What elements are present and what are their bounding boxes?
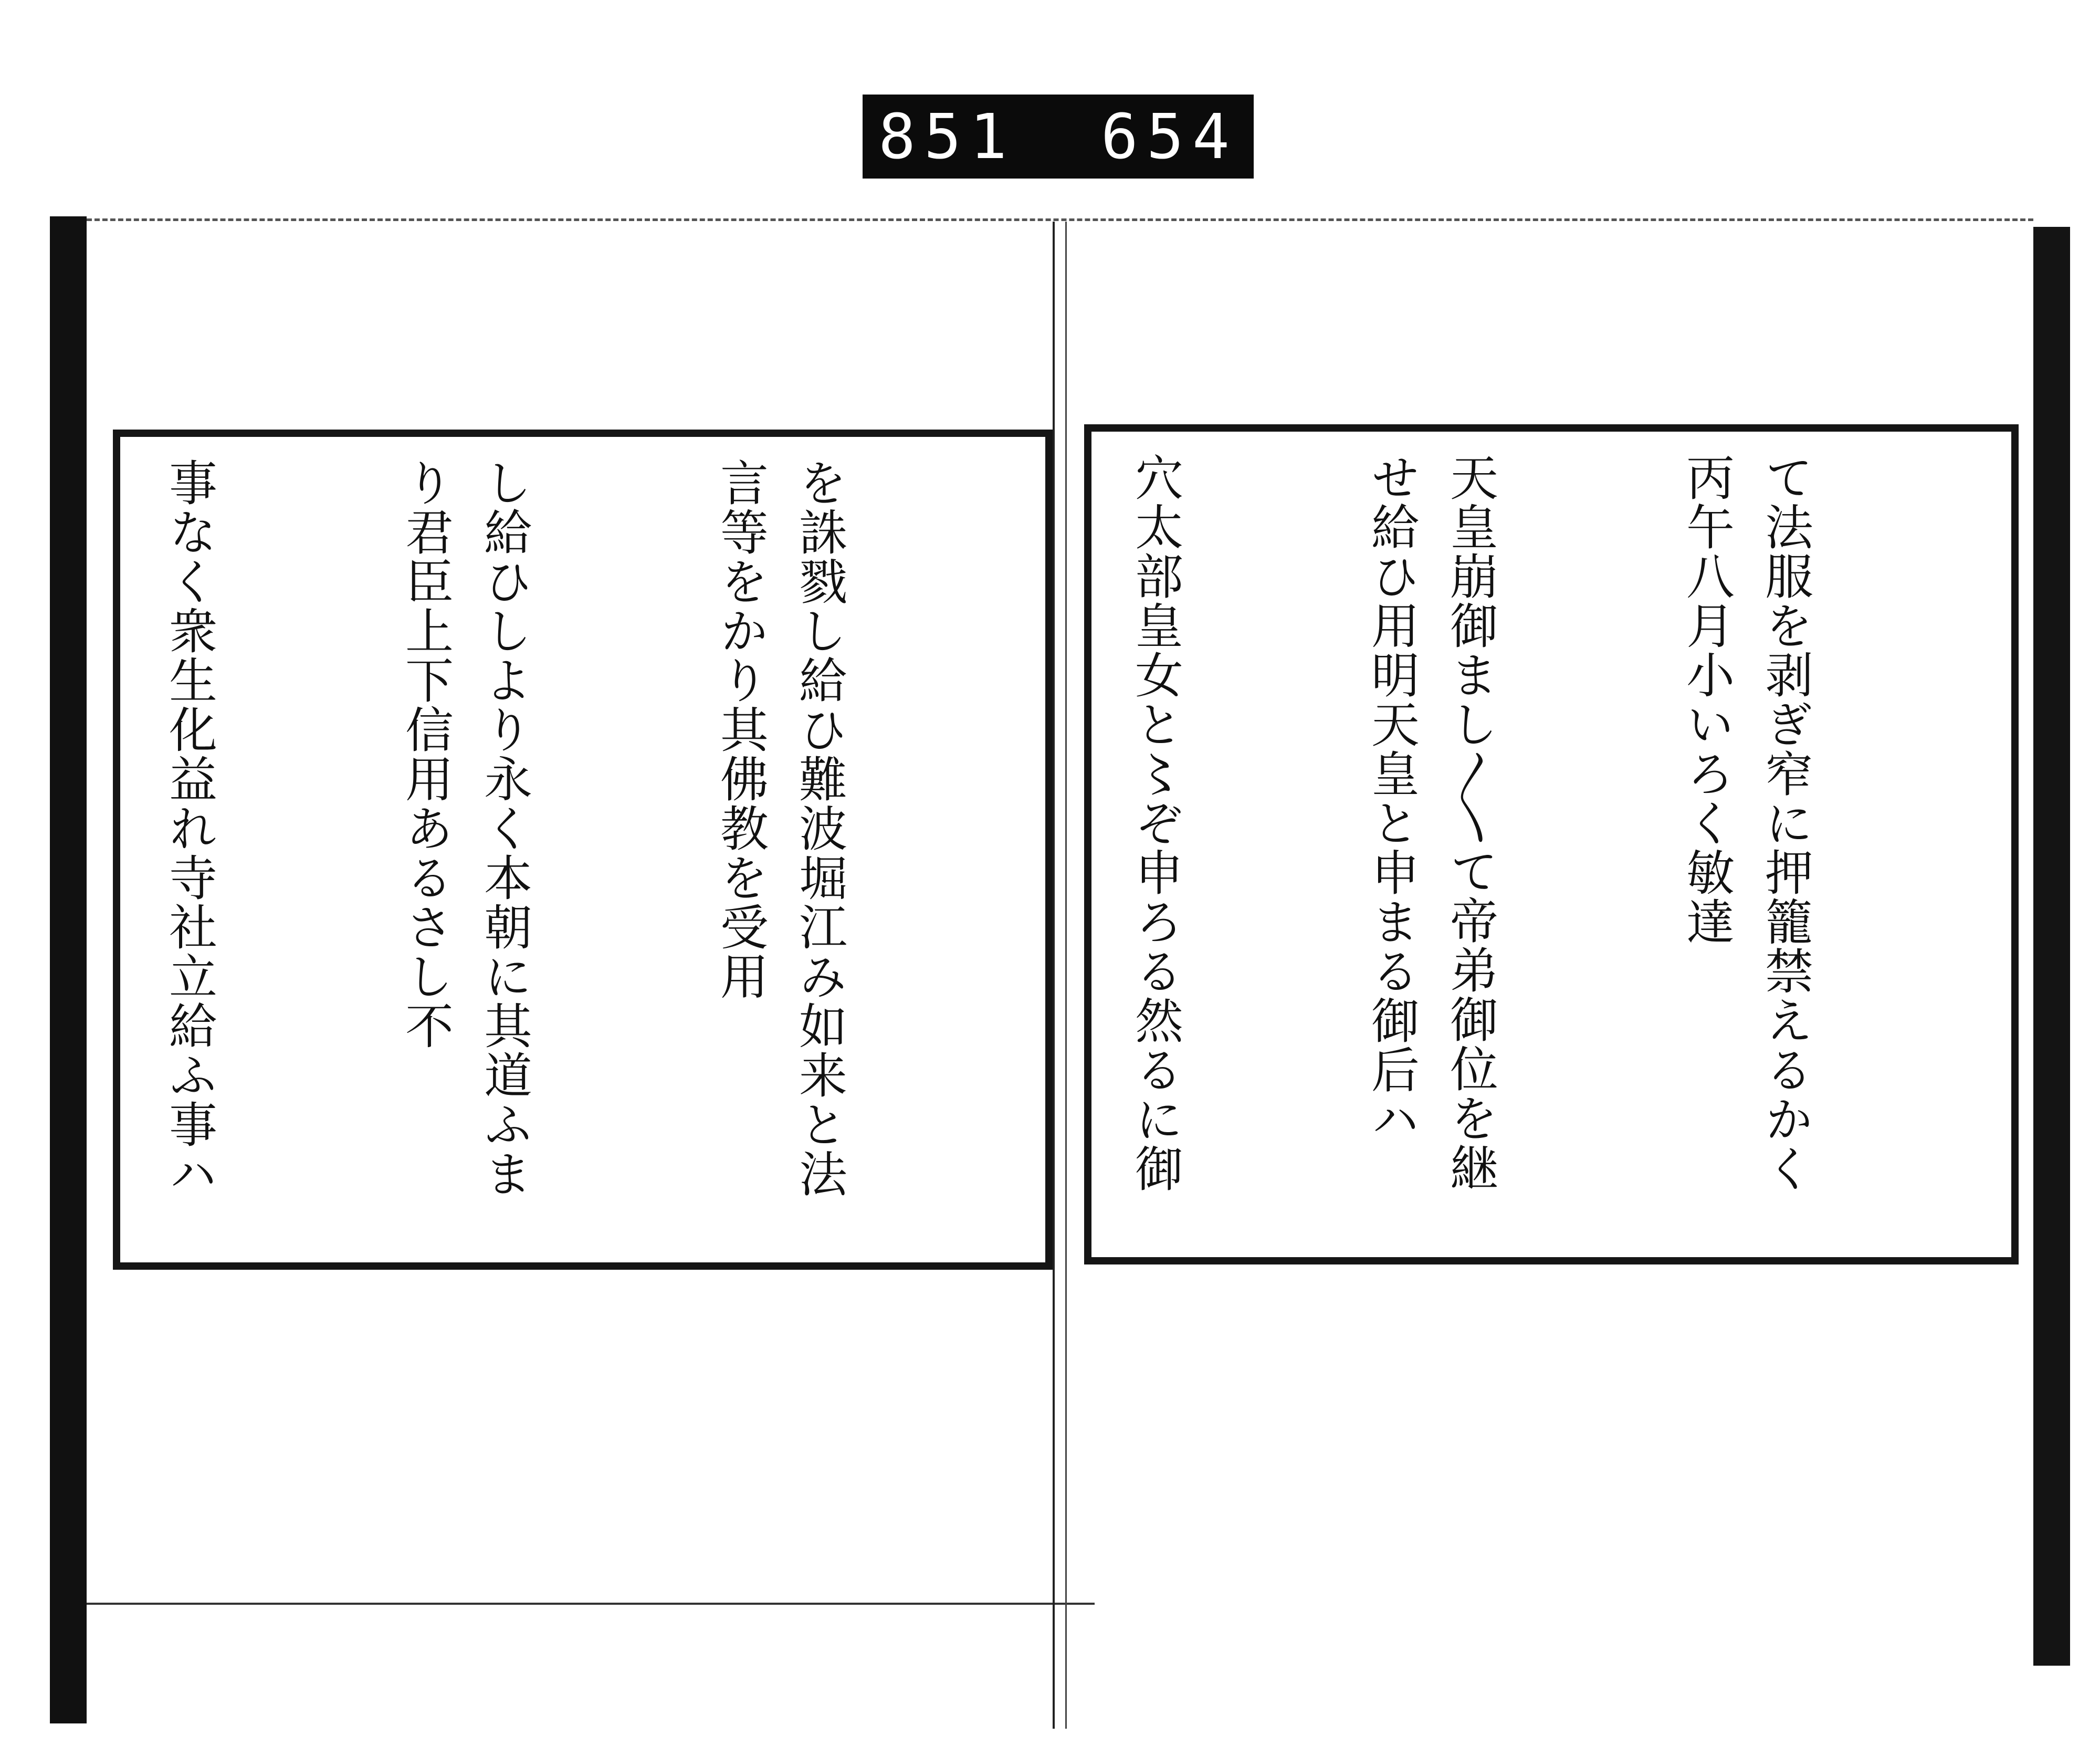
right-line: 穴太部皇女と〻ぞ申ろる然るに御 <box>1127 453 1183 1193</box>
call-number-plate <box>863 95 1254 179</box>
left-line: し給ひしより永く本朝に其道ふまり君臣上下信用あるさし不 <box>397 458 532 1198</box>
left-line: を誅戮し給ひ難波堀江み如来と法言等をかり其佛教を受用 <box>712 458 847 1198</box>
right-page-text <box>1121 453 1982 1236</box>
right-cover-edge <box>2033 227 2070 1666</box>
left-line: 事なく衆生化益れ寺社立給ふ事ハ <box>161 458 217 1198</box>
left-page-text-frame <box>113 430 1053 1270</box>
right-line: 天皇崩御まし〳〵て帝弟御位を継せ給ひ用明天皇と申まる御后ハ <box>1363 453 1498 1192</box>
right-line: て法服を剥ぎ窄に押籠禁えるかく丙午八月小いろく敏達 <box>1678 453 1813 1193</box>
page-top-edge <box>87 218 2033 221</box>
left-page-text <box>150 458 1016 1241</box>
page-bottom-edge <box>87 1603 1095 1605</box>
right-page-text-frame <box>1084 424 2019 1264</box>
left-cover-edge <box>50 216 87 1723</box>
call-number-left: 851 <box>878 100 1016 173</box>
book-spread <box>50 216 2071 1729</box>
book-gutter <box>1053 222 1067 1729</box>
call-number-right: 654 <box>1100 100 1238 173</box>
